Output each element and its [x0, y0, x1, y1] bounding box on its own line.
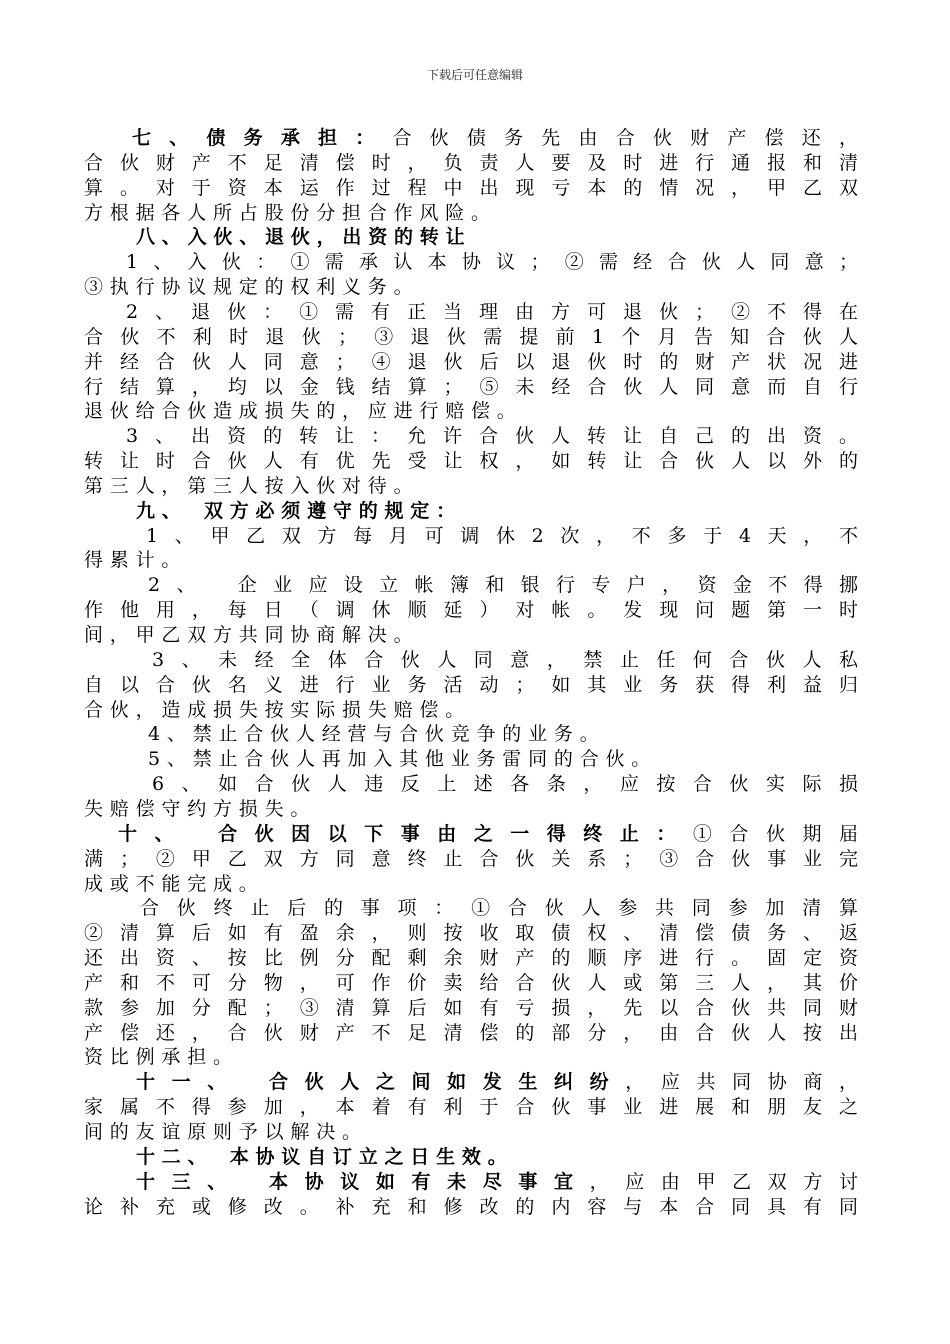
text-line	[84, 623, 858, 648]
text-line	[84, 747, 858, 772]
text-line	[84, 996, 858, 1021]
line-text: 退伙给合伙造成损失的，应进行赔偿。	[84, 400, 523, 423]
line-text: 家属不得参加，本着有利于合伙事业进展和朋友之	[84, 1096, 858, 1119]
text-line	[84, 1021, 858, 1046]
text-line	[84, 1045, 858, 1070]
line-text-rest: ，应共同协商，	[625, 1071, 858, 1094]
text-line	[84, 1095, 858, 1120]
line-text: 自以合伙名义进行业务活动；如其业务获得利益归	[84, 673, 858, 696]
line-text: 失赔偿守约方损失。	[84, 797, 317, 820]
line-text: 间，甲乙双方共同协商解决。	[84, 624, 420, 646]
text-line	[84, 375, 858, 400]
bold-heading-text: 十、 合伙因以下事由之一得终止：	[118, 822, 693, 845]
line-text-rest: ①合伙期届	[692, 822, 858, 845]
line-text: 还出资、按比例分配剩余财产的顺序进行。固定资	[84, 947, 858, 970]
line-text: 资比例承担。	[84, 1046, 239, 1069]
line-text: 并经合伙人同意；④退伙后以退伙时的财产状况进	[84, 350, 858, 373]
text-line	[84, 275, 858, 300]
bold-heading-text: 十一、 合伙人之间如发生纠纷	[136, 1071, 626, 1094]
line-text: 行结算，均以金钱结算；⑤未经合伙人同意而自行	[84, 375, 858, 398]
line-text: 1、入伙：①需承认本协议；②需经合伙人同意；	[126, 251, 858, 274]
line-text: 1、甲乙双方每月可调休2次，不多于4天，不	[146, 524, 858, 547]
text-line	[84, 772, 858, 797]
text-line	[84, 201, 858, 226]
line-text: 合伙财产不足清偿时，负责人要及时进行通报和清	[84, 151, 858, 174]
line-text: 算。对于资本运作过程中出现亏本的情况，甲乙双	[84, 176, 858, 199]
text-line	[84, 250, 858, 275]
line-text-rest: 合伙债务先由合伙财产偿还，	[392, 127, 858, 149]
text-line	[84, 971, 858, 996]
bold-heading-text: 九、 双方必须遵守的规定：	[136, 499, 462, 522]
text-line	[84, 698, 858, 723]
page-header: 下载后可任意编辑	[426, 68, 523, 82]
line-text: 间的友谊原则予以解决。	[84, 1121, 368, 1143]
text-line	[84, 1145, 858, 1170]
line-text: 3、出资的转让：允许合伙人转让自己的出资。	[126, 425, 858, 448]
line-text: 方根据各人所占股份分担合作风险。	[84, 201, 497, 224]
line-text: 合伙不利时退伙；③退伙需提前1个月告知合伙人	[84, 325, 858, 348]
line-text: 合伙，造成损失按实际损失赔偿。	[84, 698, 472, 721]
line-text: 5、禁止合伙人再加入其他业务雷同的合伙。	[148, 748, 658, 771]
text-line	[84, 424, 858, 449]
text-line	[84, 325, 858, 350]
text-line	[84, 722, 858, 747]
line-text: 满；②甲乙双方同意终止合伙关系；③合伙事业完	[84, 847, 858, 870]
text-line	[84, 598, 858, 623]
line-text: 4、禁止合伙人经营与合伙竞争的业务。	[148, 723, 606, 746]
line-text: 2、退伙：①需有正当理由方可退伙；②不得在	[126, 300, 858, 323]
line-text: 成或不能完成。	[84, 872, 265, 895]
text-line	[84, 399, 858, 424]
line-text: 论补充或修改。补充和修改的内容与本合同具有同	[84, 1195, 858, 1218]
text-line	[84, 126, 858, 151]
text-line	[84, 673, 858, 698]
line-text-rest: ，应由甲乙双方讨	[589, 1170, 858, 1193]
text-line	[84, 151, 858, 176]
text-line	[84, 350, 858, 375]
line-text: 第三人，第三人按入伙对待。	[84, 474, 420, 497]
text-line	[84, 176, 858, 201]
text-line	[84, 648, 858, 673]
line-text: 3、未经全体合伙人同意，禁止任何合伙人私	[152, 648, 858, 671]
text-line	[84, 474, 858, 499]
bold-heading-text: 七、债务承担：	[132, 127, 393, 149]
bold-heading-text: 十二、 本协议自订立之日生效。	[136, 1145, 514, 1168]
text-line	[84, 822, 858, 847]
line-text: 产和不可分物，可作价卖给合伙人或第三人，其价	[84, 971, 858, 994]
text-line	[84, 1120, 858, 1145]
text-line	[84, 449, 858, 474]
text-line	[84, 896, 858, 921]
text-line	[84, 946, 858, 971]
line-text: ②清算后如有盈余，则按收取债权、清偿债务、返	[84, 922, 858, 945]
text-line	[84, 1195, 858, 1220]
text-line	[84, 499, 858, 524]
text-line	[84, 524, 858, 549]
line-text: 2、 企业应设立帐簿和银行专户，资金不得挪	[148, 574, 858, 597]
bold-heading-text: 八、入伙、退伙，出资的转让	[136, 226, 472, 249]
text-line	[84, 300, 858, 325]
bold-heading-text: 十三、 本协议如有未尽事宜	[136, 1170, 590, 1193]
line-text: 合伙终止后的事项：①合伙人参共同参加清算	[140, 897, 858, 920]
text-line	[84, 573, 858, 598]
text-line	[84, 797, 858, 822]
line-text: 产偿还，合伙财产不足清偿的部分，由合伙人按出	[84, 1021, 858, 1044]
text-line	[84, 225, 858, 250]
line-text: 款参加分配；③清算后如有亏损，先以合伙共同财	[84, 996, 858, 1019]
line-text: 作他用，每日（调休顺延）对帐。发现问题第一时	[84, 599, 858, 622]
text-line	[84, 872, 858, 897]
text-line	[84, 921, 858, 946]
text-line	[84, 548, 858, 573]
text-line	[84, 1170, 858, 1195]
line-text: 转让时合伙人有优先受让权，如转让合伙人以外的	[84, 450, 858, 473]
line-text: ③执行协议规定的权利义务。	[84, 276, 420, 299]
text-line	[84, 1070, 858, 1095]
line-text: 6、如合伙人违反上述各条，应按合伙实际损	[152, 773, 858, 796]
line-text: 得累计。	[84, 549, 188, 572]
text-line	[84, 847, 858, 872]
